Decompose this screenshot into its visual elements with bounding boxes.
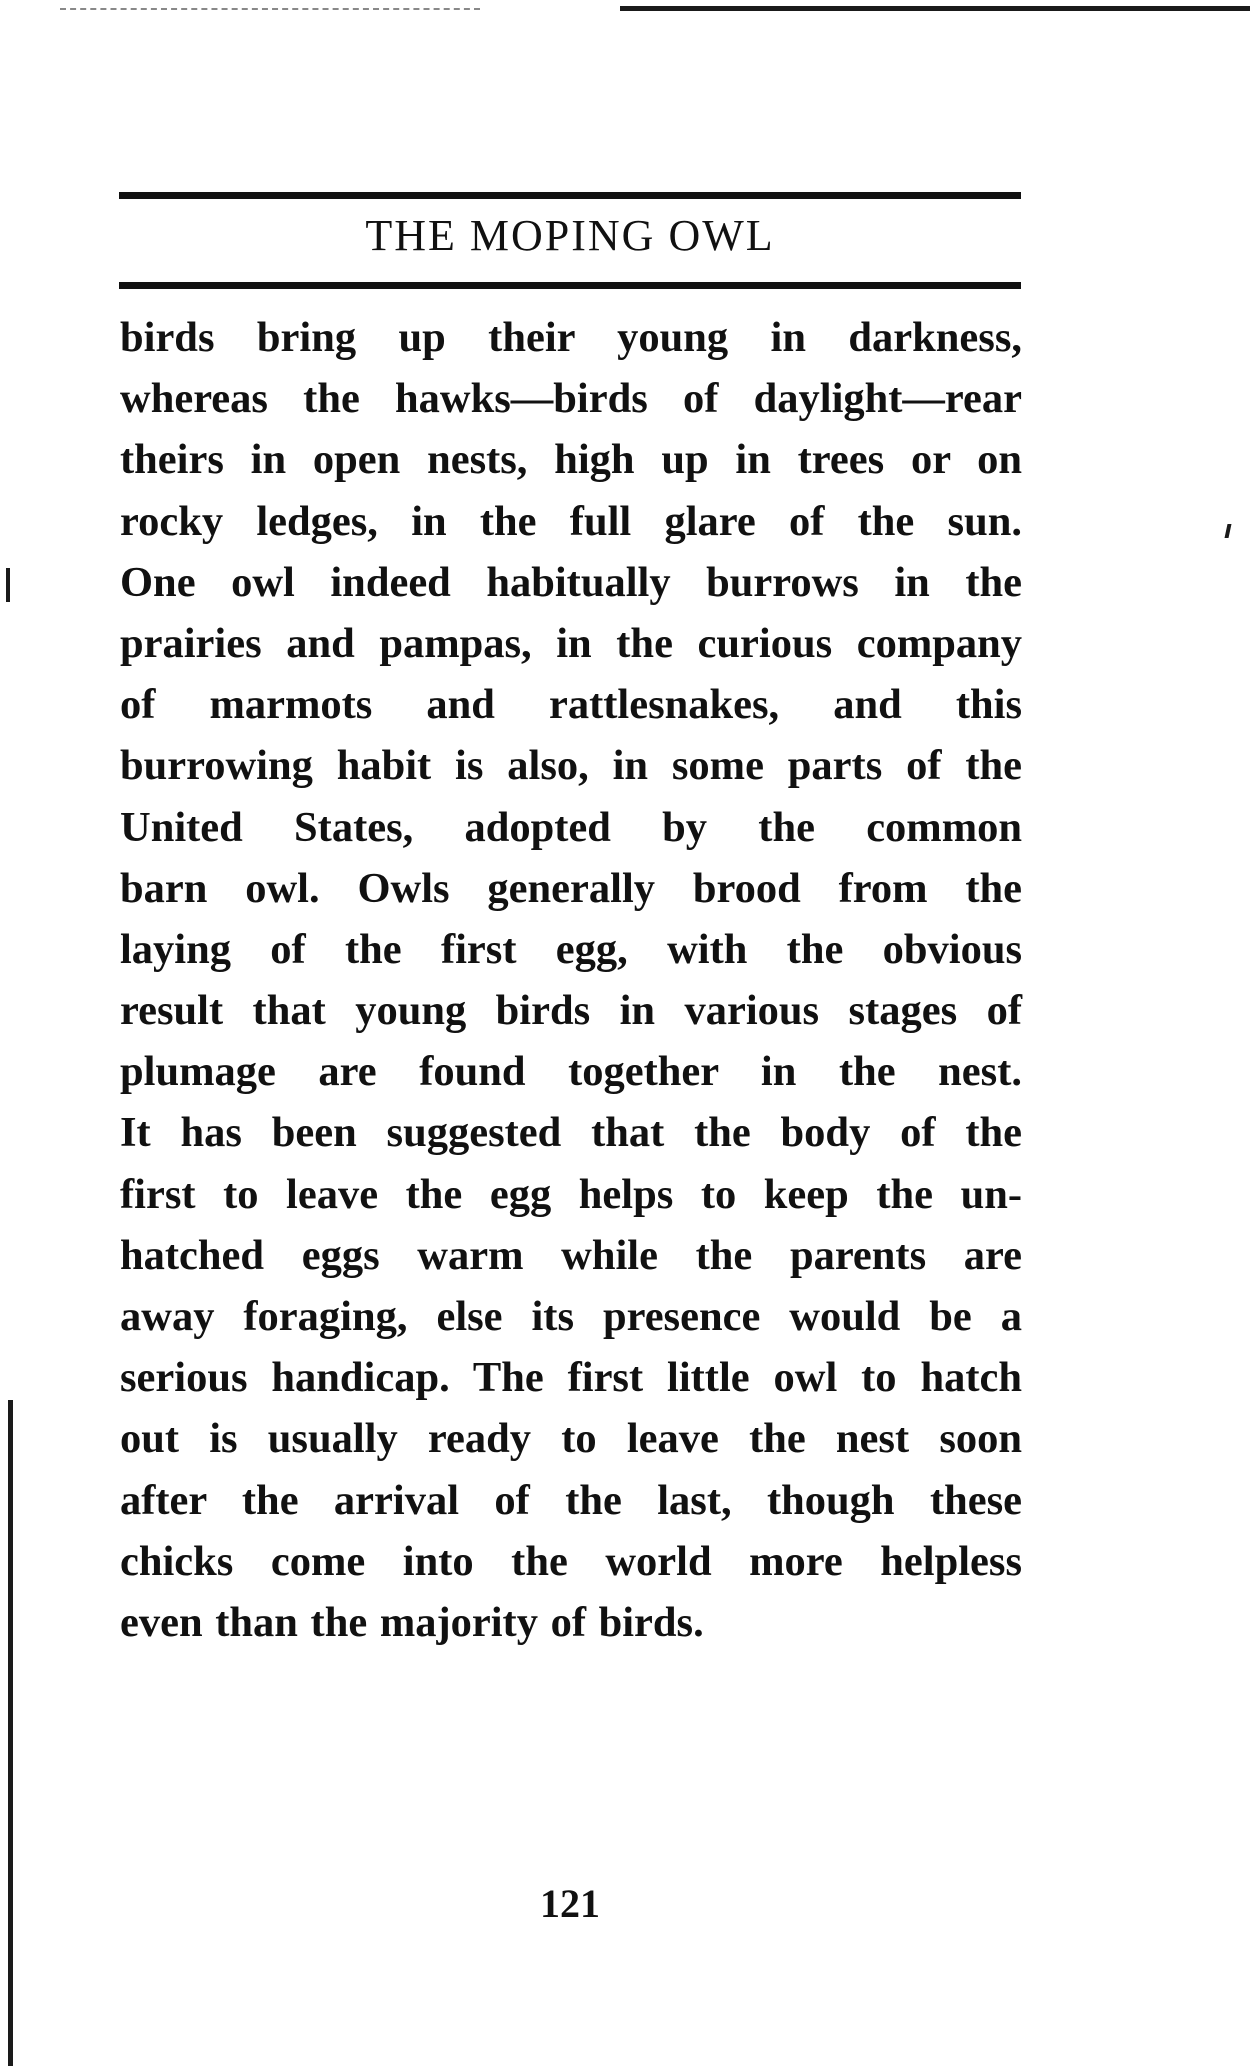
- text-line: United States, adopted by the common: [120, 803, 1022, 851]
- header-rule-bottom: [119, 282, 1021, 289]
- running-title: THE MOPING OWL: [365, 211, 775, 260]
- text-line: birds bring up their young in darkness,: [120, 314, 1022, 361]
- text-line: hatched eggs warm while the parents are: [120, 1231, 1022, 1279]
- text-line: out is usually ready to leave the nest soon: [120, 1415, 1022, 1463]
- text-line: even than the majority of birds.: [120, 1598, 704, 1646]
- text-line: One owl indeed habitually burrows in the: [120, 558, 1022, 606]
- scan-artifact-right-mark: [1225, 524, 1232, 538]
- text-line: barn owl. Owls generally brood from the: [120, 864, 1022, 912]
- scan-artifact-top-dash: [60, 8, 480, 10]
- header-rule-top: [119, 192, 1021, 199]
- text-line: serious handicap. The first little owl to hatch: [120, 1354, 1022, 1402]
- text-line: whereas the hawks—birds of daylight—rear: [120, 375, 1022, 423]
- scan-artifact-left-edge: [8, 1400, 13, 2066]
- text-line: plumage are found together in the nest.: [120, 1048, 1022, 1096]
- body-paragraph: [120, 307, 1022, 1653]
- text-line: prairies and pampas, in the curious company: [120, 619, 1022, 667]
- scan-artifact-top-line: [620, 6, 1250, 11]
- page-number: 121: [540, 1881, 600, 1926]
- text-line: rocky ledges, in the full glare of the sun.: [120, 497, 1022, 545]
- text-line: It has been suggested that the body of the: [120, 1109, 1022, 1157]
- text-line: away foraging, else its presence would be a: [120, 1293, 1022, 1340]
- text-line: after the arrival of the last, though these: [120, 1476, 1022, 1524]
- text-line: burrowing habit is also, in some parts of the: [120, 742, 1022, 790]
- text-line: result that young birds in various stages of: [120, 987, 1022, 1035]
- scan-artifact-left-mark: [6, 568, 10, 602]
- text-line: chicks come into the world more helpless: [120, 1537, 1022, 1585]
- text-line: first to leave the egg helps to keep the un-: [120, 1170, 1022, 1218]
- text-line: laying of the first egg, with the obvious: [120, 925, 1022, 973]
- text-line: theirs in open nests, high up in trees or on: [120, 436, 1022, 484]
- text-line: of marmots and rattlesnakes, and this: [120, 681, 1022, 729]
